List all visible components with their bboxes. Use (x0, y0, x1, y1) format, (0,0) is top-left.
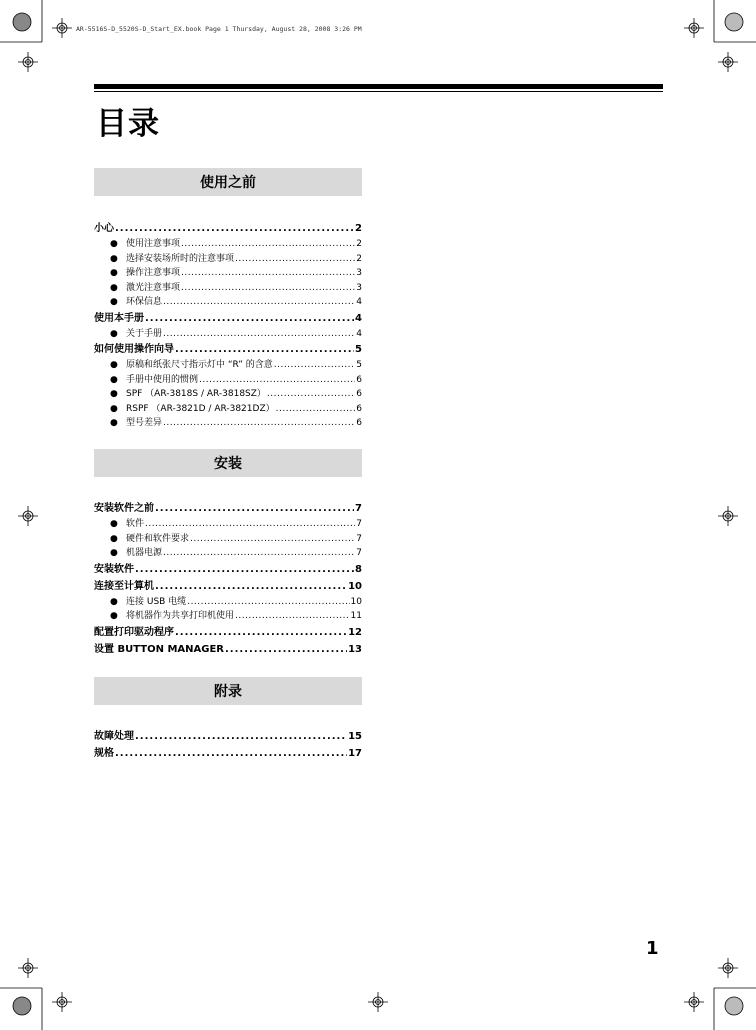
toc-entry-label: 激光注意事项 (126, 282, 181, 293)
bullet-icon: ● (110, 519, 118, 529)
bullet-icon: ● (110, 611, 118, 621)
toc-page-number: 2 (356, 239, 362, 249)
toc-entry-label: 关于手册 (126, 328, 163, 339)
bullet-icon: ● (110, 297, 118, 307)
toc-page-number: 2 (355, 223, 362, 234)
toc-entry-label: 小心 (94, 223, 114, 234)
toc-page-number: 5 (355, 344, 362, 355)
toc-page-number: 3 (356, 282, 362, 293)
toc-page-number: 4 (356, 328, 362, 339)
toc-entry-label: 配置打印驱动程序 (94, 626, 174, 638)
toc-entry-label: SPF （AR-3818S / AR-3818SZ） (126, 389, 266, 399)
toc-entry-label: 将机器作为共享打印机使用 (126, 611, 235, 621)
toc-entry-label: 规格 (94, 748, 114, 759)
toc-entry-label: 安装软件之前 (94, 503, 154, 514)
toc-page-number: 4 (356, 297, 362, 307)
toc-page-number: 4 (355, 312, 362, 324)
toc-entry-label: 手册中使用的惯例 (126, 374, 199, 385)
toc-page-number: 8 (355, 563, 362, 575)
toc-page-number: 10 (350, 596, 362, 607)
bullet-icon: ● (110, 253, 118, 264)
toc-page-number: 5 (356, 360, 362, 370)
bullet-icon: ● (110, 389, 118, 399)
toc-entry-label: 使用本手册 (94, 312, 144, 324)
bullet-icon: ● (110, 360, 118, 370)
page-number: 1 (646, 938, 659, 959)
bullet-icon: ● (110, 268, 118, 278)
toc-page-number: 6 (356, 403, 362, 414)
toc-entry-label: 连接至计算机 (94, 580, 154, 592)
section-heading-before-use: 使用之前 (94, 168, 362, 196)
bullet-icon: ● (110, 533, 118, 544)
toc-entry-label: 环保信息 (126, 297, 163, 307)
toc-entry-label: 安装软件 (94, 563, 134, 575)
bullet-icon: ● (110, 282, 118, 293)
bullet-icon: ● (110, 239, 118, 249)
toc-entry-label: 型号差异 (126, 418, 163, 428)
toc-page-number: 7 (356, 548, 362, 558)
toc-page-number: 13 (348, 643, 362, 655)
toc-page-number: 6 (356, 418, 362, 428)
toc-entry-label: 硬件和软件要求 (126, 533, 190, 544)
toc-page-number: 7 (355, 503, 362, 514)
bullet-icon: ● (110, 374, 118, 385)
toc-entry-label: 操作注意事项 (126, 268, 181, 278)
bullet-icon: ● (110, 596, 118, 607)
bullet-icon: ● (110, 328, 118, 339)
toc-entry-label: RSPF （AR-3821D / AR-3821DZ） (126, 403, 275, 414)
toc-page-number: 10 (348, 580, 362, 592)
toc-entry-label: 连接 USB 电缆 (126, 596, 187, 607)
toc-entry-label: 选择安装场所时的注意事项 (126, 253, 235, 264)
toc-page-number: 6 (356, 374, 362, 385)
toc-entry-label: 机器电源 (126, 548, 163, 558)
toc-page-number: 17 (348, 748, 362, 759)
section-heading-installation: 安装 (94, 449, 362, 477)
page-title: 目录 (96, 106, 160, 142)
bullet-icon: ● (110, 418, 118, 428)
section-heading-appendix: 附录 (94, 677, 362, 705)
toc-page-number: 7 (356, 533, 362, 544)
toc-page-number: 7 (356, 519, 362, 529)
toc-page-number: 11 (350, 611, 362, 621)
toc-page-number: 6 (356, 389, 362, 399)
toc-entry-label: 设置 BUTTON MANAGER (94, 643, 224, 655)
toc-page-number: 12 (348, 626, 362, 638)
toc-entry-label: 软件 (126, 519, 145, 529)
bullet-icon: ● (110, 403, 118, 414)
toc-entry-label: 原稿和纸张尺寸指示灯中 “R” 的含意 (126, 360, 273, 370)
toc-page-number: 3 (356, 268, 362, 278)
toc-entry-label: 如何使用操作向导 (94, 344, 174, 355)
bullet-icon: ● (110, 548, 118, 558)
book-header-line: AR-5516S-D_5520S-D_Start_EX.book Page 1 Thursday, August 28, 2008 3:26 PM (76, 25, 362, 33)
toc-page-number: 15 (348, 731, 362, 742)
toc-page-number: 2 (356, 253, 362, 264)
toc-entry-label: 使用注意事项 (126, 239, 181, 249)
toc-entry-label: 故障处理 (94, 731, 134, 742)
